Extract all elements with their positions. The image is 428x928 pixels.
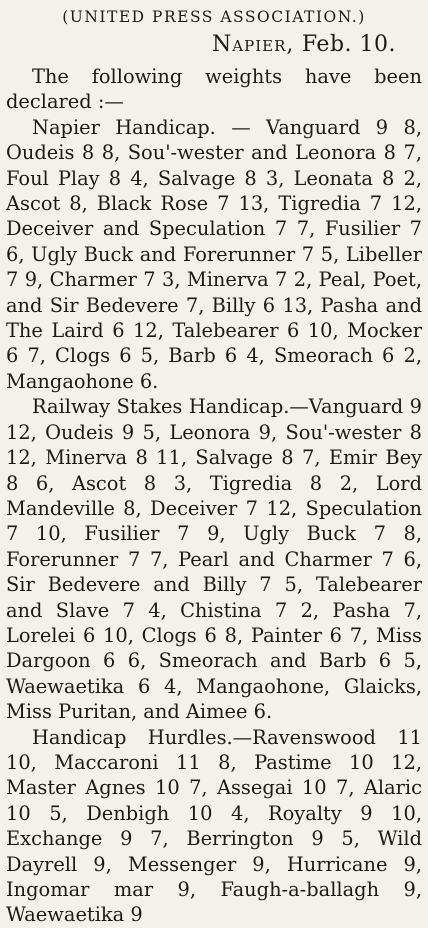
napier-handicap-paragraph: Napier Handicap. — Vanguard 9 8, Oudeis 8 8, Sou'-wester and Leonora 8 7, Foul Play 8 4, Salvage 8 3, Leonata 8 2, Ascot 8, Black Rose 7 13, Tigredia 7 12, Deceiver and Speculation 7 7, Fusilier 7 6, Ugly Buck and Forerunner 7 5, Libeller 7 9, Charmer 7 3, Minerva 7 2, Peal, Poet, and Sir Bedevere 7, Billy 6 13, Pasha and The Laird 6 12, Talebearer 6 10, Mocker 6 7, Clogs 6 5, Barb 6 4, Smeorach 6 2, Mangaohone 6. <box>6 115 422 393</box>
dateline-place: Napier, <box>212 32 295 57</box>
handicap-hurdles-paragraph: Handicap Hurdles.—Ravenswood 11 10, Maccaroni 11 8, Pastime 10 12, Master Agnes 10 7, Assegai 10 7, Alaric 10 5, Denbigh 10 4, Royalty 9 10, Exchange 9 7, Berrington 9 5, Wild Dayrell 9, Messenger 9, Hurricane 9, Ingomar mar 9, Faugh-a-ballagh 9, Waewaetika 9 <box>6 725 422 927</box>
dateline <box>6 30 422 60</box>
agency-credit: (UNITED PRESS ASSOCIATION.) <box>62 8 366 26</box>
dateline-date: Feb. 10. <box>301 32 396 57</box>
railway-stakes-paragraph: Railway Stakes Handicap.—Vanguard 9 12, Oudeis 9 5, Leonora 9, Sou'-wester 8 12, Minerva 8 11, Salvage 8 7, Emir Bey 8 6, Ascot 8 3, Tigredia 8 2, Lord Mandeville 8, Deceiver 7 12, Speculation 7 10, Fusilier 7 9, Ugly Buck 7 8, Forerunner 7 7, Pearl and Charmer 7 6, Sir Bedevere and Billy 7 5, Talebearer and Slave 7 4, Chistina 7 2, Pasha 7, Lorelei 6 10, Clogs 6 8, Painter 6 7, Miss Dargoon 6 6, Smeorach and Barb 6 5, Waewaetika 6 4, Mangaohone, Glaicks, Miss Puritan, and Aimee 6. <box>6 395 422 724</box>
intro-paragraph: The following weights have been declared :— <box>6 65 422 114</box>
